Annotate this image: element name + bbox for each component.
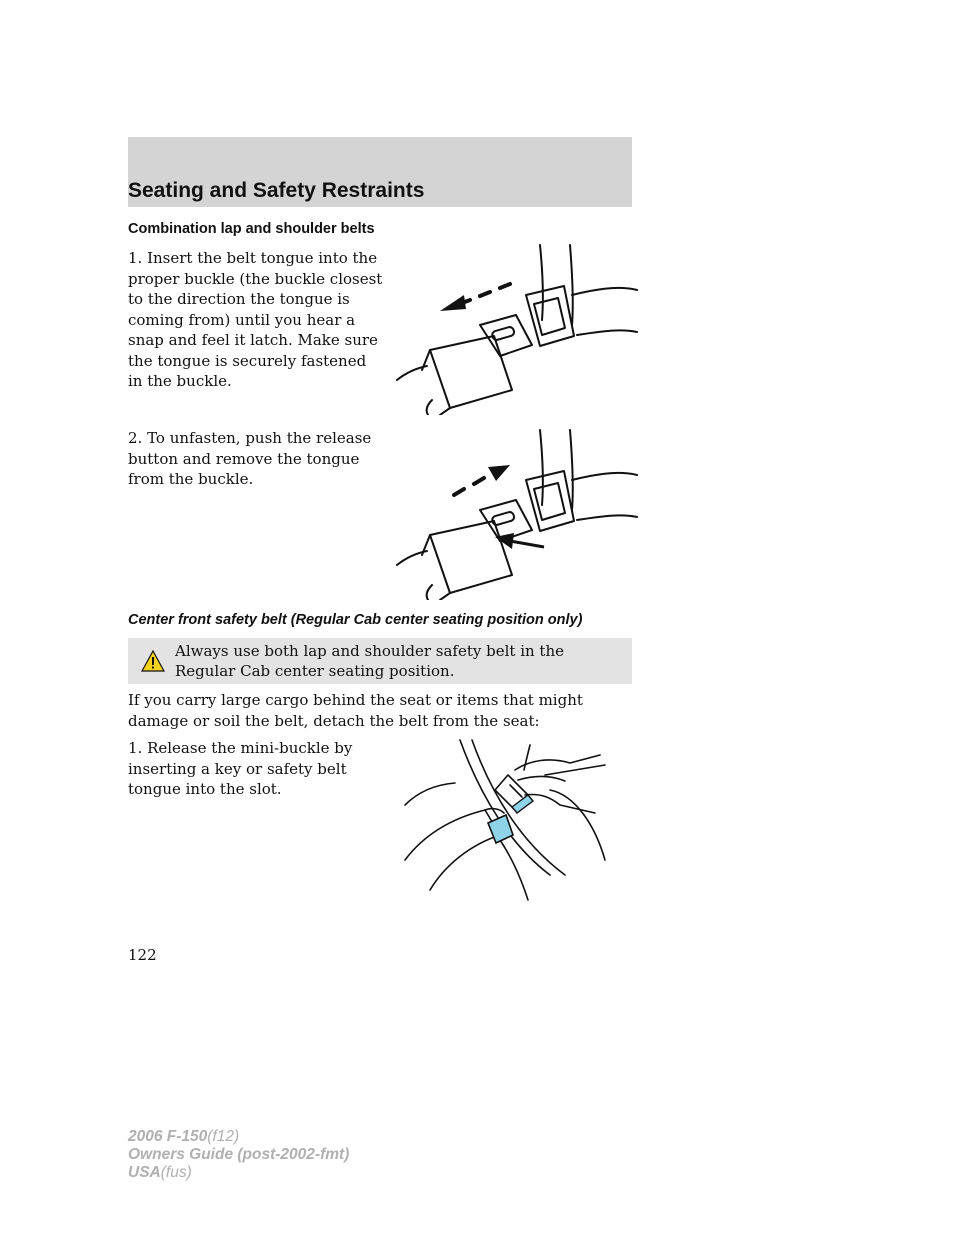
step-2-text: 2. To unfasten, push the release button and remove the tongue from the buckle. (128, 429, 372, 488)
cargo-intro-text: If you carry large cargo behind the seat or items that might damage or soil the belt, detach the belt from the seat: (128, 691, 583, 730)
page-number: 122 (128, 946, 157, 964)
footer-region: USA (128, 1164, 161, 1181)
step-1-text: 1. Insert the belt tongue into the proper buckle (the buckle closest to the direction the tongue is coming from) until you hear a snap and feel it latch. Make sure the tongue is securely fastened in the buckle. (128, 249, 383, 390)
footer-model-code: (f12) (207, 1128, 240, 1145)
mini-buckle-step-text: 1. Release the mini-buckle by inserting a key or safety belt tongue into the slot. (128, 739, 353, 798)
warning-triangle-icon (141, 650, 165, 672)
mini-buckle-illustration (400, 735, 615, 905)
warning-text: Always use both lap and shoulder safety belt in the Regular Cab center seating position. (175, 642, 564, 680)
warning-box (128, 638, 632, 684)
footer-model: 2006 F-150 (128, 1128, 208, 1145)
page-title: Seating and Safety Restraints (128, 179, 425, 202)
footer-guide: Owners Guide (post-2002-fmt) (128, 1146, 350, 1163)
footer-region-code: (fus) (160, 1164, 192, 1181)
header-band (128, 137, 632, 207)
belt-insert-illustration (392, 240, 642, 415)
center-belt-heading: Center front safety belt (Regular Cab center seating position only) (128, 612, 583, 628)
belt-release-illustration (392, 425, 642, 600)
footer (128, 1128, 349, 1182)
section-heading: Combination lap and shoulder belts (128, 221, 375, 237)
